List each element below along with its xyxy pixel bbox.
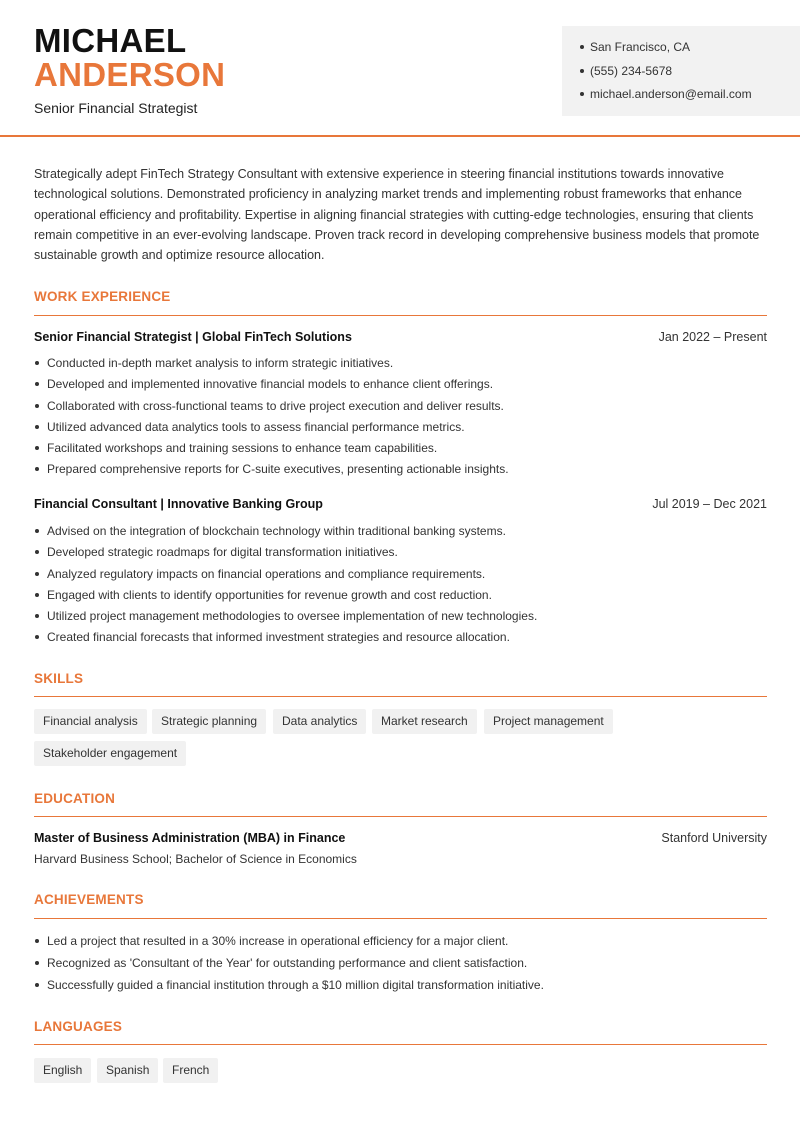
achievement-bullets <box>34 933 767 999</box>
job-dates: Jan 2022 – Present <box>658 330 767 344</box>
list-item: Prepared comprehensive reports for C-suite executives, presenting actionable insights. <box>34 461 767 482</box>
list-item: Led a project that resulted in a 30% increase in operational efficiency for a major client. <box>34 933 767 955</box>
section-title-education: EDUCATION <box>34 791 116 806</box>
first-name: MICHAEL <box>34 22 187 59</box>
skill-tag: Strategic planning <box>152 709 266 734</box>
job-bullets <box>34 523 767 651</box>
language-tag: English <box>34 1058 91 1083</box>
skill-tag: Stakeholder engagement <box>34 741 186 766</box>
job-heading: Financial Consultant | Innovative Banking Group <box>34 497 323 511</box>
list-item: Created financial forecasts that informed investment strategies and resource allocation. <box>34 629 767 650</box>
list-item: Utilized advanced data analytics tools to assess financial performance metrics. <box>34 419 767 440</box>
list-item: Conducted in-depth market analysis to inform strategic initiatives. <box>34 355 767 376</box>
job-bullets <box>34 355 767 483</box>
summary-paragraph: Strategically adept FinTech Strategy Consultant with extensive experience in steering financial institutions towards innovative technological solutions. Demonstrated proficiency in analyzing market trends and implementing robust frameworks that enhance operational efficiency and profitability. Expertise in aligning financial strategies with cutting-edge technologies, ensuring that clients remain competitive in an ever-evolving landscape. Proven track record in developing comprehensive business models that promote sustainable growth and optimize resource allocation. <box>34 167 760 263</box>
list-item: Advised on the integration of blockchain technology within traditional banking systems. <box>34 523 767 544</box>
last-name: ANDERSON <box>34 56 226 93</box>
language-tag: French <box>163 1058 218 1083</box>
section-title-achievements: ACHIEVEMENTS <box>34 892 144 907</box>
job-dates: Jul 2019 – Dec 2021 <box>652 497 767 511</box>
section-title-languages: LANGUAGES <box>34 1019 123 1034</box>
contact-email[interactable]: michael.anderson@email.com <box>580 86 800 110</box>
contact-phone: (555) 234-5678 <box>580 63 800 87</box>
section-title-skills: SKILLS <box>34 671 84 686</box>
section-divider <box>34 918 767 919</box>
language-tag: Spanish <box>97 1058 158 1083</box>
education-university: Stanford University <box>661 831 767 845</box>
job-header <box>34 497 767 511</box>
job-header <box>34 330 767 344</box>
list-item: Facilitated workshops and training sessions to enhance team capabilities. <box>34 440 767 461</box>
list-item: Utilized project management methodologies to oversee implementation of new technologies. <box>34 608 767 629</box>
list-item: Analyzed regulatory impacts on financial operations and compliance requirements. <box>34 566 767 587</box>
education-details: Harvard Business School; Bachelor of Science in Economics <box>34 852 357 866</box>
job-heading: Senior Financial Strategist | Global FinTech Solutions <box>34 330 352 344</box>
list-item: Developed and implemented innovative financial models to enhance client offerings. <box>34 376 767 397</box>
contact-box <box>562 26 800 116</box>
headline-title: Senior Financial Strategist <box>34 100 198 116</box>
education-header <box>34 831 767 845</box>
section-divider <box>34 696 767 697</box>
list-item: Recognized as 'Consultant of the Year' for outstanding performance and client satisfaction. <box>34 955 767 977</box>
section-divider <box>34 816 767 817</box>
education-degree: Master of Business Administration (MBA) in Finance <box>34 831 346 845</box>
skill-tag: Market research <box>372 709 477 734</box>
section-divider <box>34 1044 767 1045</box>
section-divider <box>34 315 767 316</box>
section-title-experience: WORK EXPERIENCE <box>34 289 171 304</box>
list-item: Successfully guided a financial institution through a $10 million digital transformation initiative. <box>34 977 767 999</box>
resume-header <box>0 0 800 137</box>
skill-tag: Financial analysis <box>34 709 147 734</box>
skill-tag: Data analytics <box>273 709 366 734</box>
contact-location: San Francisco, CA <box>580 39 800 63</box>
skill-tag: Project management <box>484 709 613 734</box>
list-item: Engaged with clients to identify opportunities for revenue growth and cost reduction. <box>34 587 767 608</box>
list-item: Collaborated with cross-functional teams to drive project execution and deliver results. <box>34 398 767 419</box>
list-item: Developed strategic roadmaps for digital transformation initiatives. <box>34 544 767 565</box>
